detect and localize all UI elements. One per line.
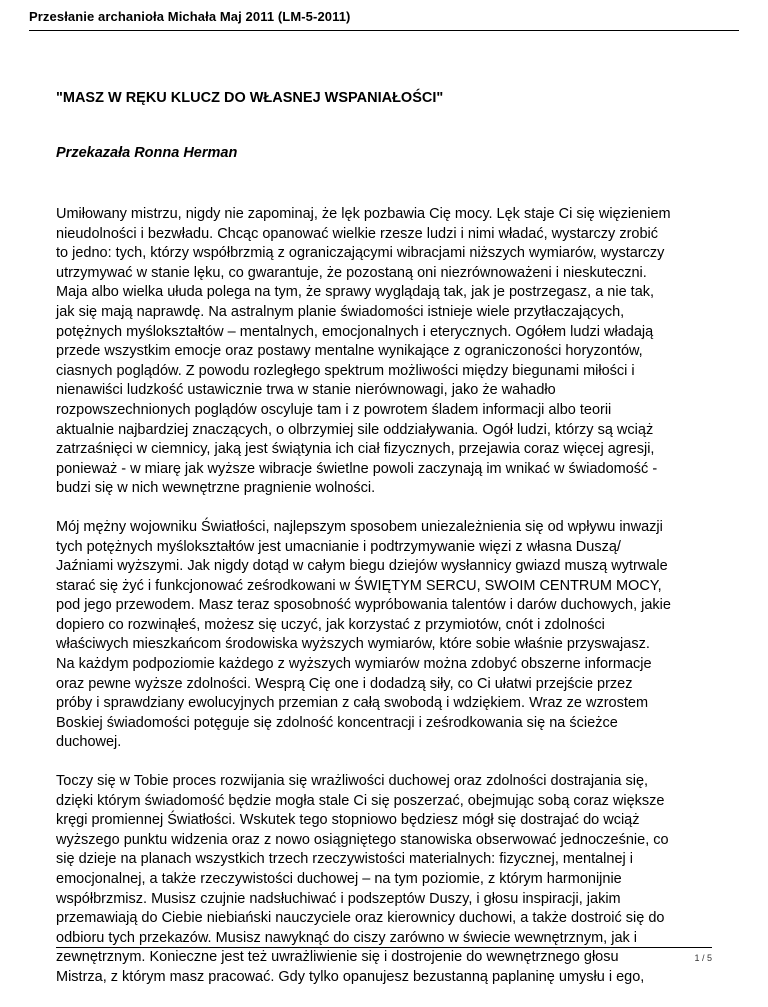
paragraph: Mój mężny wojowniku Światłości, najlepszym sposobem uniezależnienia się od wpływu inwazji tych potężnych myślokształtów jest umacnianie i podtrzymywanie więzi z własna Duszą/ Jaźniami wyższymi. Jak nigdy dotąd w całym biegu dziejów wysłannicy gwiazd muszą wytrwale starać się żyć i funkcjonować ześrodkowani w ŚWIĘTYM SERCU, SWOIM CENTRUM MOCY, pod jego przewodem. Masz teraz sposobność wypróbowania talentów i darów duchowych, jakie dopiero co rozwinąłeś, możesz się uczyć, jak korzystać z przymiotów, cnót i zdolności właściwych mieszkańcom środowiska wyższych wymiarów, które sobie właśnie przyswajasz. Na każdym podpoziomie każdego z wyższych wymiarów można zdobyć obszerne informacje oraz pewne wyższe zdolności. Wesprą Cię one i dodadzą siły, co Ci ułatwi przejście przez próby i sprawdziany ewolucyjnych przemian z całą swobodą i wdziękiem. Wraz ze wzrostem Boskiej świadomości potęguje się zdolność koncentracji i ześrodkowania się na ścieżce duchowej. [56,518,671,751]
paragraph: Umiłowany mistrzu, nigdy nie zapominaj, że lęk pozbawia Cię mocy. Lęk staje Ci się więzieniem nieudolności i bezwładu. Chcąc opanować wielkie rzesze ludzi i nimi władać, wystarczy zrobić to jedno: tych, którzy współbrzmią z ograniczającymi wibracjami niższych wymiarów, wystarczy utrzymywać w stanie lęku, co gwarantuje, że pozostaną oni niezrównoważeni i nieskuteczni. Maja albo wielka ułuda polega na tym, że sprawy wyglądają tak, jak je postrzegasz, a nie tak, jak się mają naprawdę. Na astralnym planie świadomości istnieje wiele przytłaczających, potężnych myślokształtów – mentalnych, emocjonalnych i eterycznych. Ogółem ludzi władają przede wszystkim emocje oraz postawy mentalne wynikające z ograniczoności horyzontów, ciasnych poglądów. Z powodu rozległego spektrum możliwości między biegunami miłości i nienawiści ludzkość ustawicznie trwa w stanie nierównowagi, jako że wahadło rozpowszechnionych poglądów oscyluje tam i z powrotem śladem informacji albo teorii aktualnie najbardziej znaczących, o olbrzymiej sile oddziaływania. Ogół ludzi, którzy są wciąż zatrzaśnięci w ciemnicy, jaką jest świątynia ich ciał fizycznych, przejawia coraz więcej agresji, ponieważ - w miarę jak wyższe wibracje świetlne powoli zaczynają im wnikać w świadomość - budzi się w nich wewnętrzne pragnienie wolności. [56,206,671,497]
page-number: 1 / 5 [694,953,712,963]
author-line: Przekazała Ronna Herman [56,145,238,161]
footer-divider [56,947,712,948]
document-body [56,205,716,1007]
header-divider [29,30,739,31]
page-header-title: Przesłanie archanioła Michała Maj 2011 (LM-5-2011) [29,9,351,24]
paragraph: Toczy się w Tobie proces rozwijania się wrażliwości duchowej oraz zdolności dostrajania się, dzięki którym świadomość będzie mogła stale Ci się poszerzać, obejmując sobą coraz większe kręgi promiennej Światłości. Wskutek tego stopniowo będziesz mógł się dostrajać do wciąż wyższego punktu widzenia oraz z nowo osiągniętego stanowiska obserwować jednocześnie, co się dzieje na planach wszystkich trzech rzeczywistości materialnych: fizycznej, mentalnej i emocjonalnej, a także rzeczywistości duchowej – na tym poziomie, z którym harmonijnie współbrzmisz. Musisz czujnie nadsłuchiwać i podszeptów Duszy, i głosu inspiracji, jakim przemawiają do Ciebie niebiański nauczyciele oraz kierownicy duchowi, a także dostroić się do odbioru tych przekazów. Musisz nawyknąć do ciszy zarówno w świecie wewnętrznym, jak i zewnętrznym. Konieczne jest też uwrażliwienie się i dostrojenie do wewnętrznego głosu Mistrza, z którym masz pracować. Gdy tylko opanujesz bezustanną paplaninę umysłu i ego, [56,773,669,985]
document-title: "MASZ W RĘKU KLUCZ DO WŁASNEJ WSPANIAŁOŚCI" [56,90,444,106]
